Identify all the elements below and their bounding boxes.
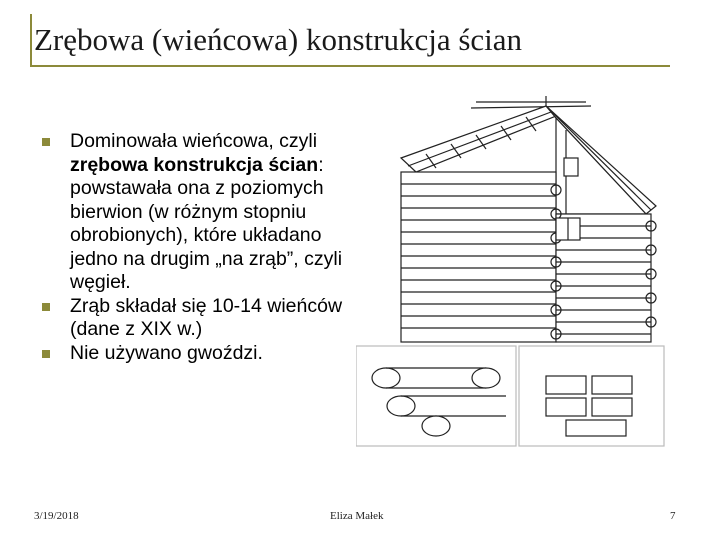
- log-house-illustration: [356, 96, 666, 448]
- slide-title: Zrębowa (wieńcowa) konstrukcja ścian: [34, 22, 523, 57]
- title-underline: [30, 65, 670, 67]
- title-accent-line: [30, 14, 32, 66]
- corner-joint-details: [356, 346, 664, 446]
- bullet-item: [42, 342, 352, 366]
- bullet-text: Nie używano gwoździ.: [70, 341, 263, 364]
- bullet-bold-text: zrębowa konstrukcja ścian: [70, 153, 319, 176]
- bullet-text: : powstawała ona z poziomych bierwion (w różnym stopniu obrobionych), które układano jedno na drugim „na zrąb”, czyli węgieł.: [70, 153, 343, 293]
- bullet-list: [42, 130, 352, 365]
- bullet-item: [42, 295, 352, 342]
- square-bullet-icon: [42, 350, 50, 358]
- bullet-text: Dominowała wieńcowa, czyli: [70, 130, 318, 152]
- footer-date: 3/19/2018: [34, 510, 79, 522]
- log-house-drawing: [401, 96, 656, 342]
- square-bullet-icon: [42, 138, 50, 146]
- footer-author: Eliza Małek: [330, 510, 384, 522]
- slide-number: 7: [670, 510, 676, 522]
- bullet-text: Zrąb składał się 10-14 wieńców (dane z XIX w.): [70, 294, 343, 340]
- bullet-item: [42, 130, 352, 295]
- square-bullet-icon: [42, 303, 50, 311]
